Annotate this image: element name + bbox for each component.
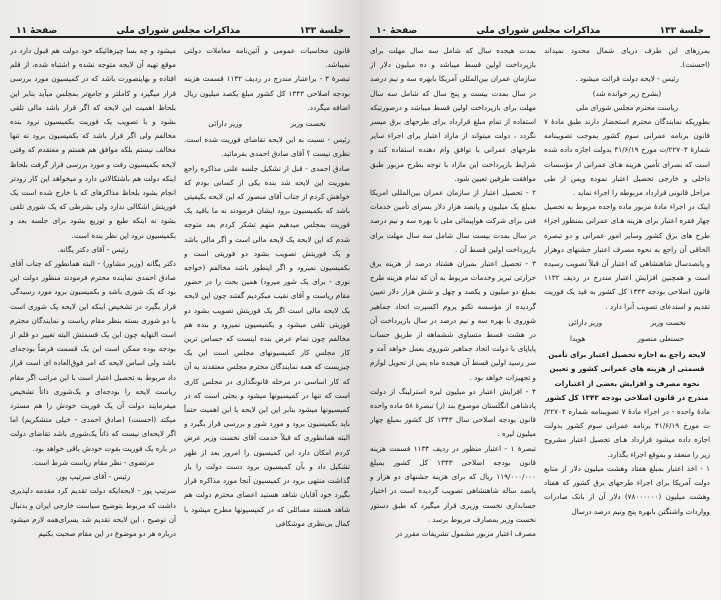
paragraph: تبصرهٔ ۳ - براعتبار مندرج در ردیف ۱۱۳۲ قسمت هزینه بودجه اصلاحی ۱۳۴۳ کل کشور مبلغ یکصد میلیون ریال اضافه میگردد. [184, 74, 350, 112]
paragraph: ۴ - افزایش اعتبار دو میلیون لیره استرلینگ از دولت پادشاهی انگلستان موضوع بند (ز) تبصرهٔ ۵۸ ماده واحده قانون بودجه اصلاحی سال ۱۳۴۳ کل کشور بمبلغ چهار میلیون لیره . [370, 386, 536, 439]
paragraph: میشود و چه بسا چیزهائیکه خود دولت هم قبول دارد در موقع تهیه آن لایحه متوجه نشده و اشتباه شده، از قلم افتاده و بهاینصورت باشد که در کمیسیون مورد بررسی قرار میگیرد و کاملتر و جامع‌تر بمجلس میآید بنابر این بلحاظ اهمیت این لایحه که اگر قرار باشد مالی تلقی بشود و با تصویب یک فوریت بکمیسیون نرود بنده مخالفم ولی اگر قرار باشد که بکمیسیون برود نه تنها مخالف نیستم بلکه موافق هم هستم و معتقدم که وقتی لایحه بکمیسیون رفت و مورد بررسی قرار گرفت بلحاظ اینکه دولت هم باشتکالاتی دارد و میخواهد این کار زودتر انجام بشود بلحاظ مذاکرهای که با خارج شده است یک فوریتش اشکالی ندارد ولی بشرطی که یک شوری تلقی بشود نه اینکه طبع و توزیع بشود برای جلسه بعد و بکمیسیون نرود این نظر بنده است. [10, 46, 176, 240]
signature-title: وزیر دارائی [208, 119, 243, 129]
paragraph: (بشرح زیر خوانده شد) [592, 88, 662, 98]
letter-salutation: ریاست محترم مجلس شورای ملی [575, 102, 679, 112]
paragraph: تبصرهٔ ۱ - اعتبار منظور در ردیف ۱۱۳۴ قسمت هزینه قانون بودجه اصلاحی ۱۳۴۳ کل کشور بمبلغ ۱۱۹/۰۰۰/۰۰۰ ریال که برای هزینه جشنهای دو هزار و پانصد ساله شاهنشاهی تصویب گردیده است در اختیار حسابداری نخست وزیری قرار میگیرد که طبق دستور نخست وزیر بمصارف مربوط برسد . [370, 443, 536, 524]
text-column-right [544, 44, 710, 584]
paragraph: بمرزهای این طرف دریای شمال محدود نمیداند (احسنت). [544, 46, 710, 70]
bill-title: لایحه راجع به اجازه تحصیل اعتبار برای تأمین قسمتی از هزینه های عمرانی کشور و تعیین نحوه مصرف و افزایش بعضی از اعتبارات مندرج در قانون اصلاحی بودجه ۱۳۴۳ کل کشور [545, 350, 709, 402]
signature-block [544, 316, 710, 330]
page-header [10, 22, 350, 38]
publication-title: مذاکرات مجلس شورای ملی [476, 26, 601, 36]
paragraph: رئیس - آقای دکتر یگانه. [57, 244, 129, 254]
signature-block [184, 117, 350, 131]
paragraph: بطوریکه نمایندگان محترم استحضار دارند طبق مادهٔ ۷ قانون برنامه عمرانی سوم کشور بموجب تصویبنامه شمارهٔ ۲۲۷۰۴/ت مورخ ۴۱/۶/۱۹ بدولت اجازه داده شده است که بسرای تأمین هزینه هـای عمرانی از مؤسسات داخلی و خارجی تحصیل اعتبار نموده وپس از طی مراحل قانونی قرارداد مربوطه را اجراء نماید . [544, 117, 710, 198]
signatory-name: هویدا [570, 334, 586, 344]
signature-title: نخست وزیر [290, 119, 326, 129]
paragraph: قانون محاسبات عمومی و آئین‌نامه معاملات دولتی نمیباشد. [184, 46, 350, 70]
paragraph: دکتر یگانه (وزیر مشاور) - البته همانطور که جناب آقای صادق احمدی نماینده محترم فرمودند منظور دولت این بود که یک شوری باشد و بکمیسیون برود مورد رسیدگی قرار بگیرد در تشخیص اینکه این لایحه یک شوری است یا دو شوری بسته بنظر مقام ریاست و نمایندگان محترم است النهایه چون این یک قسمتش البته تغییر دو قلم از بودجه بوده ممکن است این یک قسمت فرضاً بودجه‌ای باشد ولی اساس لایحه که امر فوق‌العاده ای است قرار داد مربوط به تحصیل اعتبار است با این مراتب اگر مقام ریاست لایحه را بودجه‌ای و یک‌شوری ذاتاً تشخیص میفرمایند دولت آن یک فوریت خودش را هم مسترد میکند (احسنت) (صادق احمدی - خیلی متشکریم) اما اگر لایحه‌ای نیست که ذاتاً یک‌شوری باشد تقاضای دولت در باره یک فوریت بقوت خودش باقی خواهد بود. [10, 259, 176, 453]
page-10 [360, 0, 720, 600]
page-header [370, 22, 710, 38]
paragraph: اینک در اجراء مادهٔ مزبور ماده واحده مربوط به تحصیل چهار فقره اعتبار برای هزینه هـای عمرانی بمنظور اجراء طرح های برق کشور وسایر امور عمرانی و دو تبصره الحاقی آن راجع به نحوه مصرف اعتبار جشنهای دوهزار و پانصدسال شاهنشاهی که اعتبار آن قبلاً تصویب رسیده است و همچنین افزایش اعتبار مندرج در ردیف ۱۱۳۲ قانون اصلاحی بودجه ۱۳۴۳ کل کشور به قید یک فوریت تقدیم و استدعای تصویب آنرا دارد . [544, 202, 710, 311]
paragraph: صادق احمدی - قبل از تشکیل جلسه علنی مذاکره راجع بفوریت این لایحه شد بنده یکی از کسانی بودم که خواهش کردم از جناب آقای منصور که این لایحه بکیفیتی باشد که بکمیسیون برود ایشان فرمودند نه ما باقید یک فوریت بمجلس میدهیم منهم تشکر کردم بعد متوجه شدم که این لایحه یک لایحه مالی است و اگر مالی باشد و یک فوریتش تصویب بشود دو فوریتی است و بکمیسیون نمیرود و اگر اینطور باشد مخالفم (خواجه نوری - برای یک شور میرود) همین بحث را در حضور مقام ریاست و آقای نقیب میکردیم گفتند چون این لایحه یک لایحه مالی است اگر یک فوریتش تصویب بشود دو فوریتی تلقی میشود و بکمیسیون نمیرود و بنده هم مخالفم چون تمام عرض بنده اینست که حساس ترین کار مجلس کار کمیسیونهای مجلس است این یک چیزیست که همه نمایندگان محترم مجلس معتقدند به آن که کار اساسی در مرحله قانونگذاری در مجلس کاری است که تنها در کمیسیونها میشود و بحثی است که در کمیسیونها میشود بنابر این این لایحه با این اهمیت حتماً باید بکمیسیون برود و مورد شور و بررسی قرار بگیرد و البته همانطوری که قبلاً خدمت آقای نخست وزیر عرض کردم امکان دارد این کمیسیون را امروز بعد از ظهر تشکیل داد و بآن کمیسیون برود دست دولت را باز گذاشت منتهی برود در کمیسیون آنجا مورد مذاکره قرار بگیرد خود آقایان شاهد هستید اعضای محترم دولت هم شاهد هستند مسائلی که در کمیسیونها مطرح میشود با کمال بی‌نظری موشکافی [184, 163, 350, 528]
text-column-left [10, 44, 176, 584]
paragraph: سرتیپ پور - لایحه‌ایکه دولت تقدیم کرد مقدمه دلپذیری داشت که مربوط بتوضیح سیاست خارجی ایران و بدنبال آن توضیح ، این لایحه تقدیم شد بسرای‌همه لازم میشود درباره هر دو موضوع در این مقام صحبت بکنیم [10, 486, 176, 538]
paragraph: بمدت هیجده سال که شامل سه سال مهلت برای بازپرداخت اولین قسط میباشد و ده میلیون دلار از سازمان عمران بین‌المللی آمریکا بابهره سه و نیم درصد در سال بمدت بیست و پنج سال که شامل سه سال مهلت برای بازپرداخت اولین قسط میباشد و درصورتیکه استفاده از تمام مبلغ قرارداد برای طرحهای برق میسر نگردد ، دولت میتواند از مازاد اعتبار برای اجراء سایر طرحهای عمرانی با توافق وام دهنده استفاده کند و شرایط بازپرداخت این مازاد با توجه بطرح مزبور طبق موافقت طرفین تعیین شود. [370, 46, 536, 183]
paragraph: مادهٔ واحده - در اجراء مادهٔ ۷ تصویبنامه شماره ۲۲۷۰۴/ت مورخ ۴۱/۶/۱۹ برنامه عمرانی سوم کشور بدولت اجازه داده میشود قرارداد هـای تحصیل اعتبار مشروح زیر را منعقد و بموقع اجراء بگذارد. [544, 407, 710, 459]
signature-names [544, 332, 710, 346]
text-column-right [184, 44, 350, 584]
session-number: جلسة ۱۳۳ [659, 26, 704, 36]
page-number: صفحهٔ ۱۱ [16, 26, 58, 36]
paragraph: مصرف اعتبار مزبور مشمول تشریفات مقرر در [395, 528, 536, 538]
paragraph: ۲ - تحصیل اعتبار از سازمان عمران بین‌المللی امریکا بمبلغ یک میلیون و پانصد هزار دلار بسرای تأمین خدمات فنی برای شرکت هواپیمائی ملی با بهره سه و نیم درصد در سال بمدت بیست سال شامل سه سال مهلت برای بازپرداخت اولین قسط آن . [370, 188, 536, 254]
paragraph: رئیس - آقای سرتیپ پور. [55, 472, 131, 482]
signatory-name: حسنعلی منصور [637, 334, 684, 344]
page-11 [0, 0, 360, 600]
paragraph: ۱ - اخذ اعتبار بمبلغ هفتاد وهشت میلیون دلار از منابع دولت آمریکا برای اجراء طرحهای برق کشور که هفتاد وهشت میلیون (۷۸۰۰۰۰۰۰) دلار آن از بانک صادرات وواردات واشنگتن بابهره پنج ونیم درصد درسال [544, 463, 710, 516]
session-number: جلسة ۱۳۳ [299, 26, 344, 36]
paragraph: رئیس - نسبت به این لایحه تقاضای فوریت شده است. نظری نیست ؟ آقای صادق احمدی بفرمائید. [184, 135, 350, 159]
signature-title: وزیر دارائی [568, 317, 603, 327]
publication-title: مذاکرات مجلس شورای ملی [116, 26, 241, 36]
paragraph: رئیس - لایحه دولت قرائت میشود . [575, 74, 679, 84]
signature-title: نخست وزیر [650, 317, 686, 327]
text-column-left [370, 44, 536, 584]
page-number: صفحهٔ ۱۰ [376, 26, 418, 36]
paragraph: ۳ - تحصیل اعتبار بمیزان هشتاد درصد از هزینه برق حرارتی تبریز وخدمات مربوط به آن که تمام هزینه طرح بمبلغ دو میلیون و یکصد و چهل و شش هزار دلار تعیین گردیده از مؤسسه تکنو پروم اکسپرت اتحاد جماهیر شوروی با بهره سه و نیم درصد در سال بازپرداخت آن در هشت قسط متساوی ششماهه از طریق حساب پایاپای با دولت اتحاد جماهیر شوروی بعمل خواهد آمد و سر رسید اولین قسط آن هیجده ماه پس از تحویل لوازم و تجهیزات خواهد بود . [370, 259, 536, 382]
paragraph: مرتضوی - نظر مقام ریاست شرط است. [31, 457, 155, 467]
